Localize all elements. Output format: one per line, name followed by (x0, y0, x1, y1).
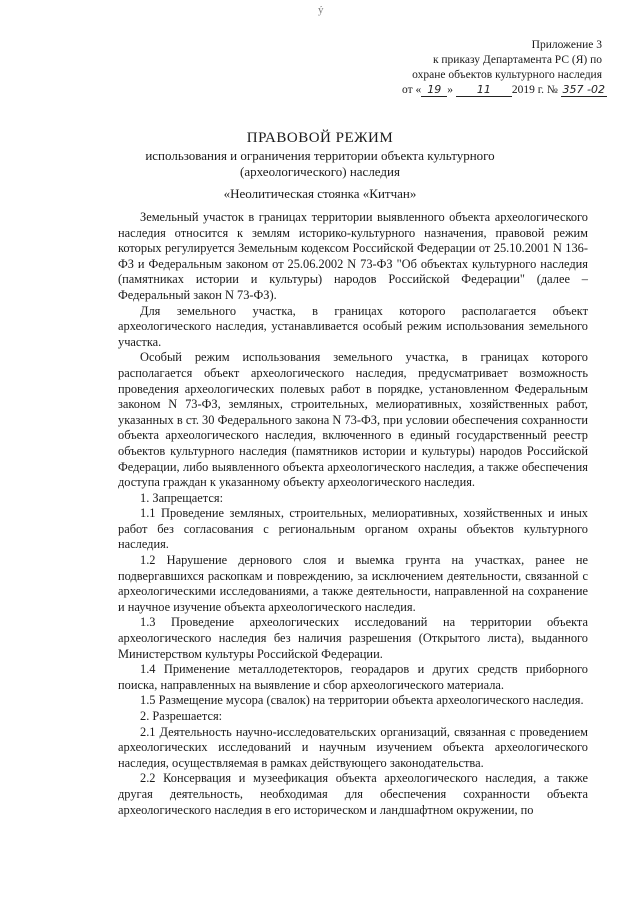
date-day: 19 (421, 84, 447, 97)
item-1-3: 1.3 Проведение археологических исследований на территории объекта археологического наследия без наличия разрешения (Открытого листа), выданного Министерством культуры Российской Федерации. (118, 615, 588, 661)
section-prohibited: 1. Запрещается: (140, 490, 224, 505)
item-1-4: 1.4 Применение металлодетекторов, георадаров и других средств приборного поиска, направленных на выявление и сбор археологического материала. (118, 662, 588, 692)
appendix-date-line (402, 83, 606, 98)
date-year: 2019 г. № (511, 84, 558, 96)
section-allowed: 2. Разрешается: (140, 709, 223, 723)
paragraph-intro: Земельный участок в границах территории выявленного объекта археологического наследия относится к землям историко-культурного назначения, правовой режим которых регулируется Земельным кодексом Российской Федерации от 25.10.2001 N 136-ФЗ и Федеральным законом от 25.06.2002 N 73-ФЗ "Об объектах культурного наследия (памятниках истории и культуры) народов Российской Федерации" (далее – Федеральный закон N 73-ФЗ). (118, 210, 588, 302)
date-mid: » (447, 84, 453, 96)
document-body (118, 210, 588, 818)
appendix-order-ref: к приказу Департамента РС (Я) по (432, 54, 602, 66)
item-1-2: 1.2 Нарушение дернового слоя и выемка грунта на участках, ранее не подвергавшихся раскопкам и повреждению, за исключением деятельности, связанной с археологическими исследованиями, а также деятельности, направленной на сохранение и научное изучение объекта археологического наследия. (118, 553, 588, 614)
paragraph-regime: Для земельного участка, в границах которого располагается объект археологического наследия, устанавливается особый режим использования земельного участка. (118, 303, 588, 349)
item-2-1: 2.1 Деятельность научно-исследовательских организаций, связанная с проведением археологических исследований и научным изучением объекта археологического наследия, осуществляемая в рамках действующего законодательства. (118, 724, 588, 770)
paragraph-special-regime: Особый режим использования земельного участка, в границах которого располагается объект археологического наследия, предусматривает возможность проведения археологических полевых работ в порядке, установленном Федеральным законом N 73-ФЗ, земляных, строительных, мелиоративных, хозяйственных работ, указанных в ст. 30 Федерального закона N 73-ФЗ, при условии обеспечения сохранности объекта археологического наследия, включенного в единый государственный реестр объектов культурного наследия (памятников истории и культуры) народов Российской Федерации, либо выявленного объекта археологического наследия, а также обеспечения доступа граждан к указанному объекту археологического наследия. (118, 350, 588, 490)
document-title: ПРАВОВОЙ РЕЖИМ (246, 130, 394, 146)
document-subtitle-1: использования и ограничения территории объекта культурного (145, 148, 495, 163)
stamp-mark: ỷ (318, 4, 324, 16)
date-month: 11 (456, 84, 512, 97)
document-subtitle-2: (археологического) наследия (240, 164, 400, 179)
item-1-5: 1.5 Размещение мусора (свалок) на территории объекта археологического наследия. (140, 693, 584, 708)
item-1-1: 1.1 Проведение земляных, строительных, мелиоративных, хозяйственных и иных работ без согласования с региональным органом охраны объектов культурного наследия. (118, 506, 588, 552)
document-header (0, 128, 640, 202)
appendix-department: охране объектов культурного наследия (412, 69, 602, 81)
appendix-block (402, 38, 606, 98)
appendix-number: Приложение 3 (531, 39, 602, 51)
item-2-2: 2.2 Консервация и музеефикация объекта археологического наследия, а также другая деятельность, необходимая для обеспечения сохранности объекта археологического наследия в его историческом и ландшафтном окружении, по (118, 771, 588, 817)
date-prefix: от « (402, 84, 422, 96)
object-name: «Неолитическая стоянка «Китчан» (223, 186, 417, 201)
order-number: 357 -02 (562, 83, 606, 96)
